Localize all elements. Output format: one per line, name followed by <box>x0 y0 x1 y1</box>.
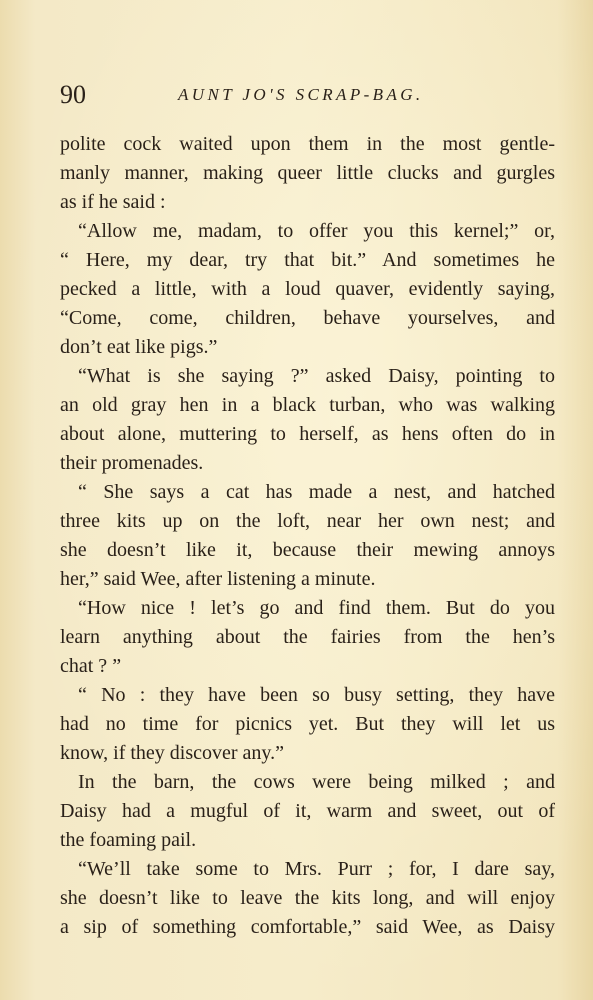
text-line: a sip of something comfortable,” said Wee, as Daisy <box>60 916 555 938</box>
text-line: learn anything about the fairies from the hen’s <box>60 626 555 648</box>
text-line: about alone, muttering to herself, as hens often do in <box>60 423 555 445</box>
page-number: 90 <box>60 80 86 109</box>
text-line: chat ? ” <box>60 655 122 677</box>
text-line: as if he said : <box>60 191 166 213</box>
text-line: her,” said Wee, after listening a minute. <box>60 568 376 590</box>
text-line: “ No : they have been so busy setting, they have <box>78 684 555 706</box>
text-line: manly manner, making queer little clucks and gurgles <box>60 162 555 184</box>
text-line: Daisy had a mugful of it, warm and sweet, out of <box>60 800 555 822</box>
text-line: “We’ll take some to Mrs. Purr ; for, I dare say, <box>78 858 555 880</box>
text-line: had no time for picnics yet. But they will let us <box>60 713 555 735</box>
text-line: “Allow me, madam, to offer you this kernel;” or, <box>78 220 555 242</box>
running-head-title: AUNT JO'S SCRAP-BAG. <box>178 85 424 104</box>
text-line: pecked a little, with a loud quaver, evidently saying, <box>60 278 555 300</box>
text-line: In the barn, the cows were being milked ; and <box>78 771 555 793</box>
text-line: don’t eat like pigs.” <box>60 336 218 358</box>
text-line: three kits up on the loft, near her own nest; and <box>60 510 555 532</box>
text-line: “Come, come, children, behave yourselves, and <box>60 307 555 329</box>
text-line: “ She says a cat has made a nest, and hatched <box>78 481 555 503</box>
text-line: “ Here, my dear, try that bit.” And sometimes he <box>60 249 555 271</box>
body-text <box>60 130 555 942</box>
running-head <box>60 80 540 110</box>
text-line: polite cock waited upon them in the most gentle- <box>60 133 555 155</box>
text-line: an old gray hen in a black turban, who was walking <box>60 394 555 416</box>
text-line: their promenades. <box>60 452 204 474</box>
text-line: she doesn’t like it, because their mewing annoys <box>60 539 555 561</box>
text-line: “What is she saying ?” asked Daisy, pointing to <box>78 365 555 387</box>
text-line: “How nice ! let’s go and find them. But do you <box>78 597 555 619</box>
text-line: the foaming pail. <box>60 829 197 851</box>
text-line: know, if they discover any.” <box>60 742 285 764</box>
text-line: she doesn’t like to leave the kits long, and will enjoy <box>60 887 555 909</box>
